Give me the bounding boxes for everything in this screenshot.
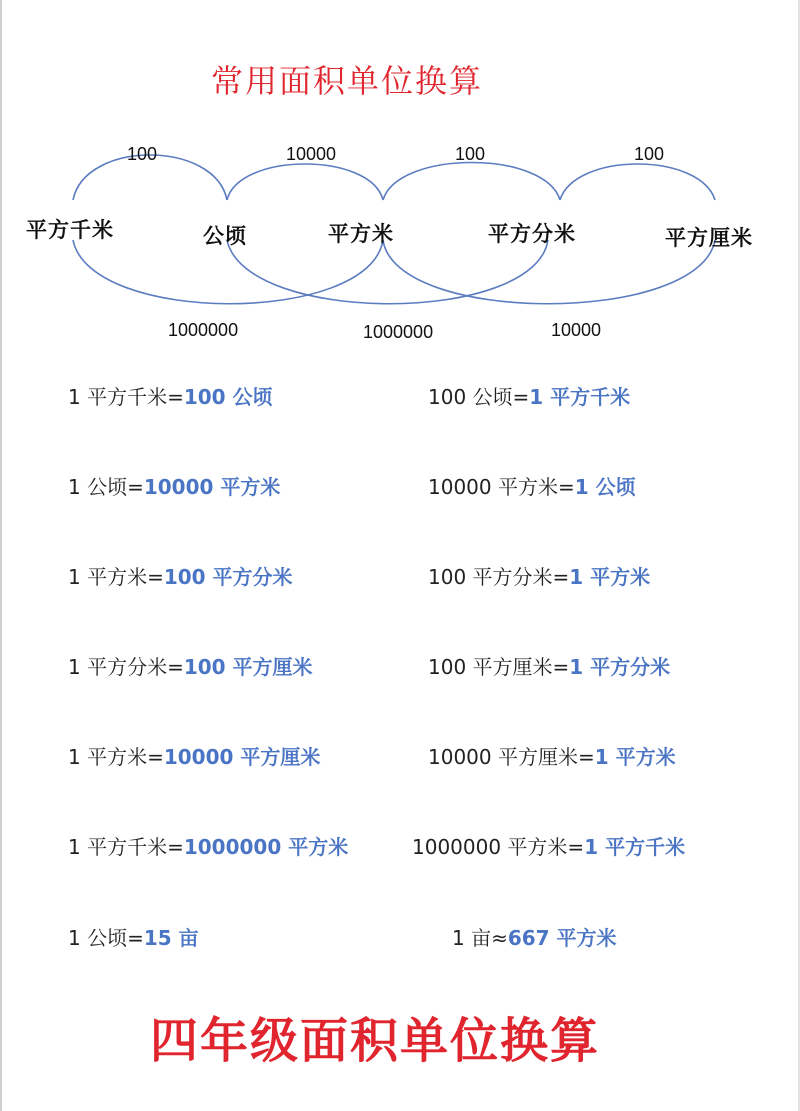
left-row-2: 1 公顷=10000 平方米: [68, 475, 281, 499]
left-row-5: 1 平方米=10000 平方厘米: [68, 745, 321, 769]
footer-title: 四年级面积单位换算: [149, 1013, 600, 1069]
left-row-6: 1 平方千米=1000000 平方米: [68, 835, 349, 859]
arc-top-4: [560, 164, 715, 200]
left-row-1: 1 平方千米=100 公顷: [68, 385, 273, 409]
right-row-5: 10000 平方厘米=1 平方米: [428, 745, 676, 769]
unit-hectare: 公顷: [203, 224, 247, 248]
unit-square-decimeter: 平方分米: [488, 222, 576, 246]
top-rate-2: 10000: [286, 144, 337, 164]
left-row-3: 1 平方米=100 平方分米: [68, 565, 293, 589]
right-row-7: 1 亩≈667 平方米: [452, 926, 617, 950]
arc-bottom-2: [227, 240, 548, 304]
arc-top-2: [227, 164, 383, 200]
page-title: 常用面积单位换算: [210, 62, 483, 100]
bottom-rate-1: 1000000: [168, 320, 239, 340]
unit-square-kilometer: 平方千米: [26, 218, 114, 242]
left-row-4: 1 平方分米=100 平方厘米: [68, 655, 313, 679]
arc-top-3: [383, 163, 560, 201]
unit-square-meter: 平方米: [328, 222, 394, 246]
right-row-3: 100 平方分米=1 平方米: [428, 565, 651, 589]
unit-square-centimeter: 平方厘米: [665, 226, 753, 250]
right-row-6: 1000000 平方米=1 平方千米: [412, 835, 686, 859]
bottom-rate-3: 10000: [551, 320, 602, 340]
conversion-diagram: [0, 130, 800, 360]
bottom-rate-2: 1000000: [363, 322, 434, 342]
right-row-2: 10000 平方米=1 公顷: [428, 475, 636, 499]
right-row-4: 100 平方厘米=1 平方分米: [428, 655, 671, 679]
top-rate-4: 100: [634, 144, 665, 164]
top-rate-1: 100: [127, 144, 158, 164]
left-row-7: 1 公顷=15 亩: [68, 926, 199, 950]
top-rate-3: 100: [455, 144, 486, 164]
right-row-1: 100 公顷=1 平方千米: [428, 385, 631, 409]
